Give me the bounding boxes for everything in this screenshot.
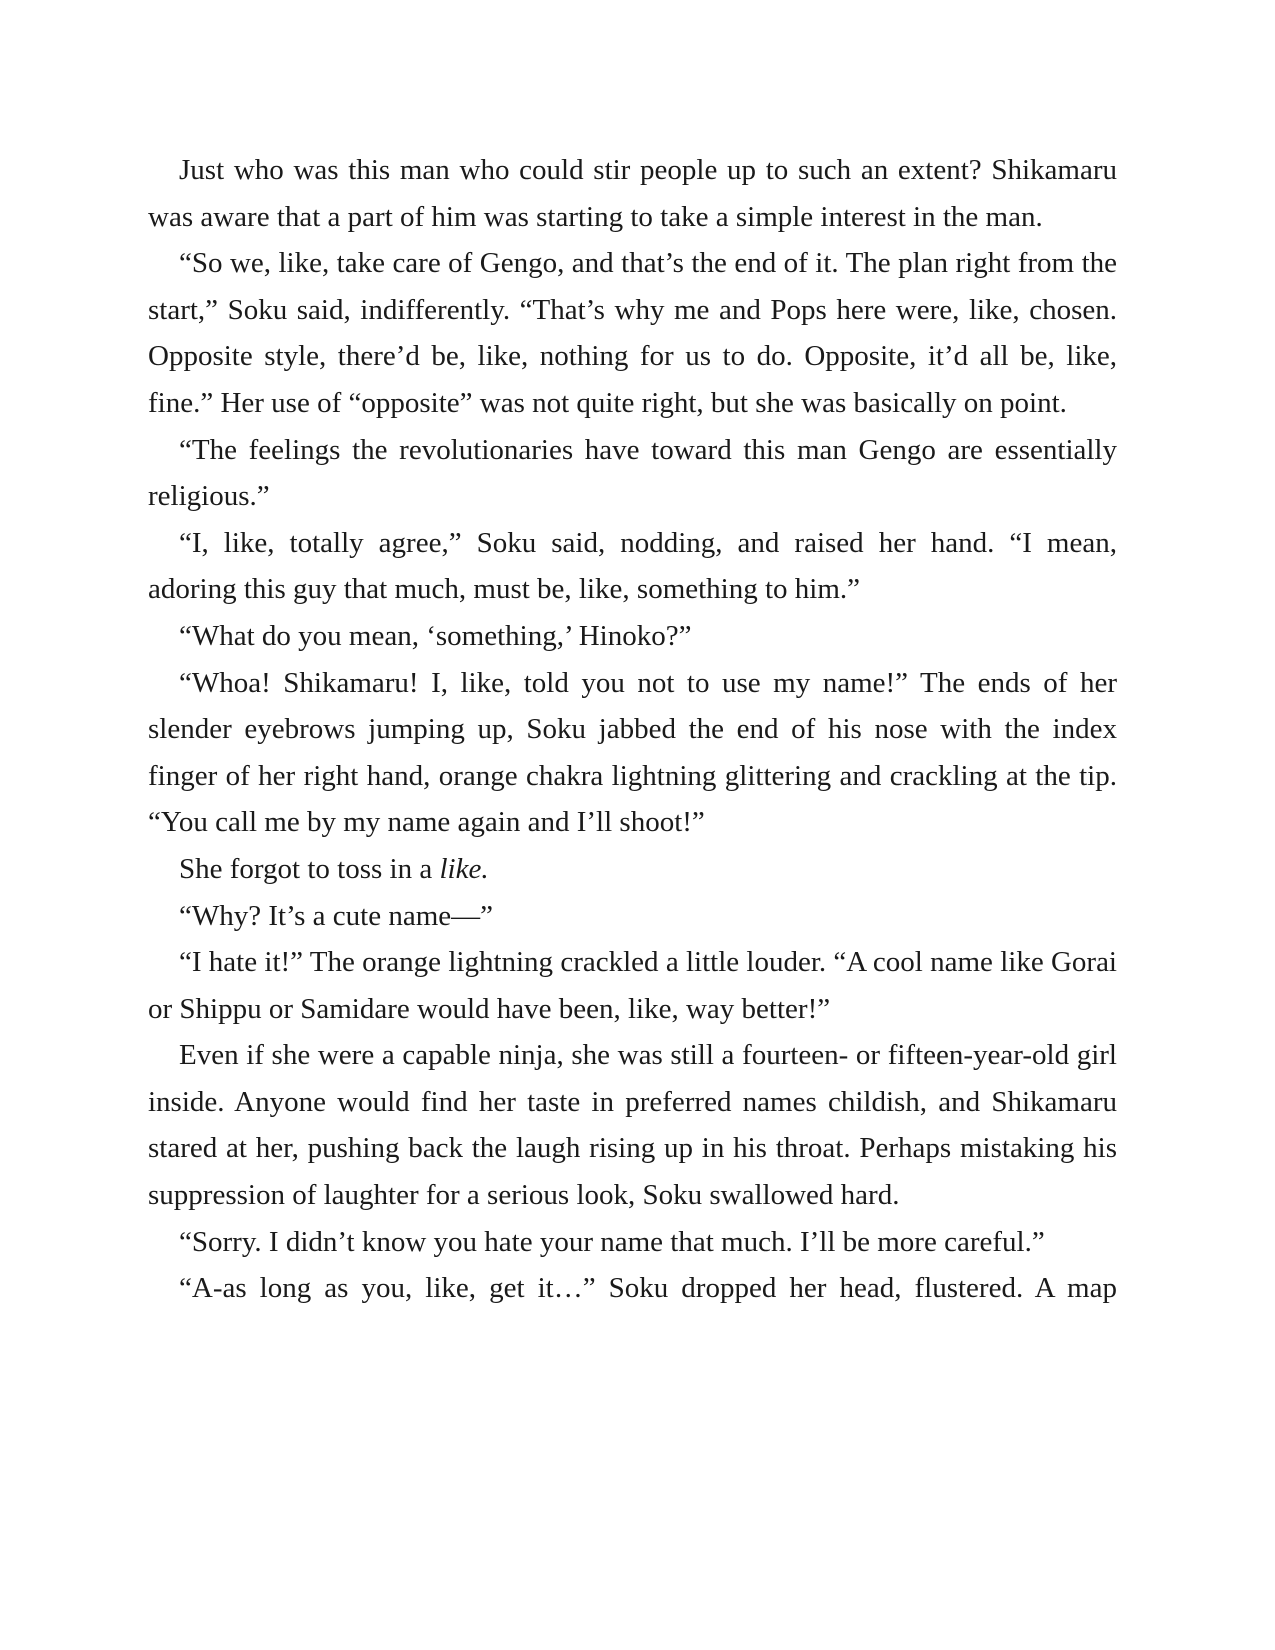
italic-word: like.	[439, 852, 489, 885]
page-body	[148, 147, 1117, 1312]
paragraph: “What do you mean, ‘something,’ Hinoko?”	[179, 619, 692, 652]
paragraph: Just who was this man who could stir people up to such an extent? Shikamaru was aware that a part of him was starting to take a simple interest in the man.	[148, 154, 1117, 233]
paragraph-last-line: “A-as long as you, like, get it…” Soku dropped her head, flustered. A map	[179, 1272, 1117, 1305]
paragraph: “I, like, totally agree,” Soku said, nodding, and raised her hand. “I mean, adoring this guy that much, must be, like, something to him.”	[148, 526, 1117, 606]
paragraph: “The feelings the revolutionaries have toward this man Gengo are essentially religious.”	[148, 433, 1117, 513]
paragraph: “Why? It’s a cute name—”	[179, 899, 494, 932]
paragraph: Even if she were a capable ninja, she was still a fourteen- or fifteen-year-old girl inside. Anyone would find her taste in preferred names childish, and Shikamaru stared at her, pushing back the laugh rising up in his throat. Perhaps mistaking his suppression of laughter for a serious look, Soku swallowed hard.	[148, 1039, 1117, 1212]
paragraph: “Sorry. I didn’t know you hate your name that much. I’ll be more careful.”	[179, 1225, 1045, 1258]
paragraph-text: She forgot to toss in a	[179, 852, 440, 885]
paragraph: “Whoa! Shikamaru! I, like, told you not to use my name!” The ends of her slender eyebrows jumping up, Soku jabbed the end of his nose with the index finger of her right hand, orange chakra lightning glittering and crackling at the tip. “You call me by my name again and I’ll shoot!”	[148, 666, 1117, 839]
paragraph: “I hate it!” The orange lightning crackled a little louder. “A cool name like Gorai or Shippu or Samidare would have been, like, way better!”	[148, 946, 1117, 1025]
paragraph	[148, 846, 1117, 893]
paragraph: “So we, like, take care of Gengo, and that’s the end of it. The plan right from the start,” Soku said, indifferently. “That’s why me and Pops here were, like, chosen. Opposite style, there’d be, like, nothing for us to do. Opposite, it’d all be, like, fine.” Her use of “opposite” was not quite right, but she was basically on point.	[148, 247, 1117, 419]
